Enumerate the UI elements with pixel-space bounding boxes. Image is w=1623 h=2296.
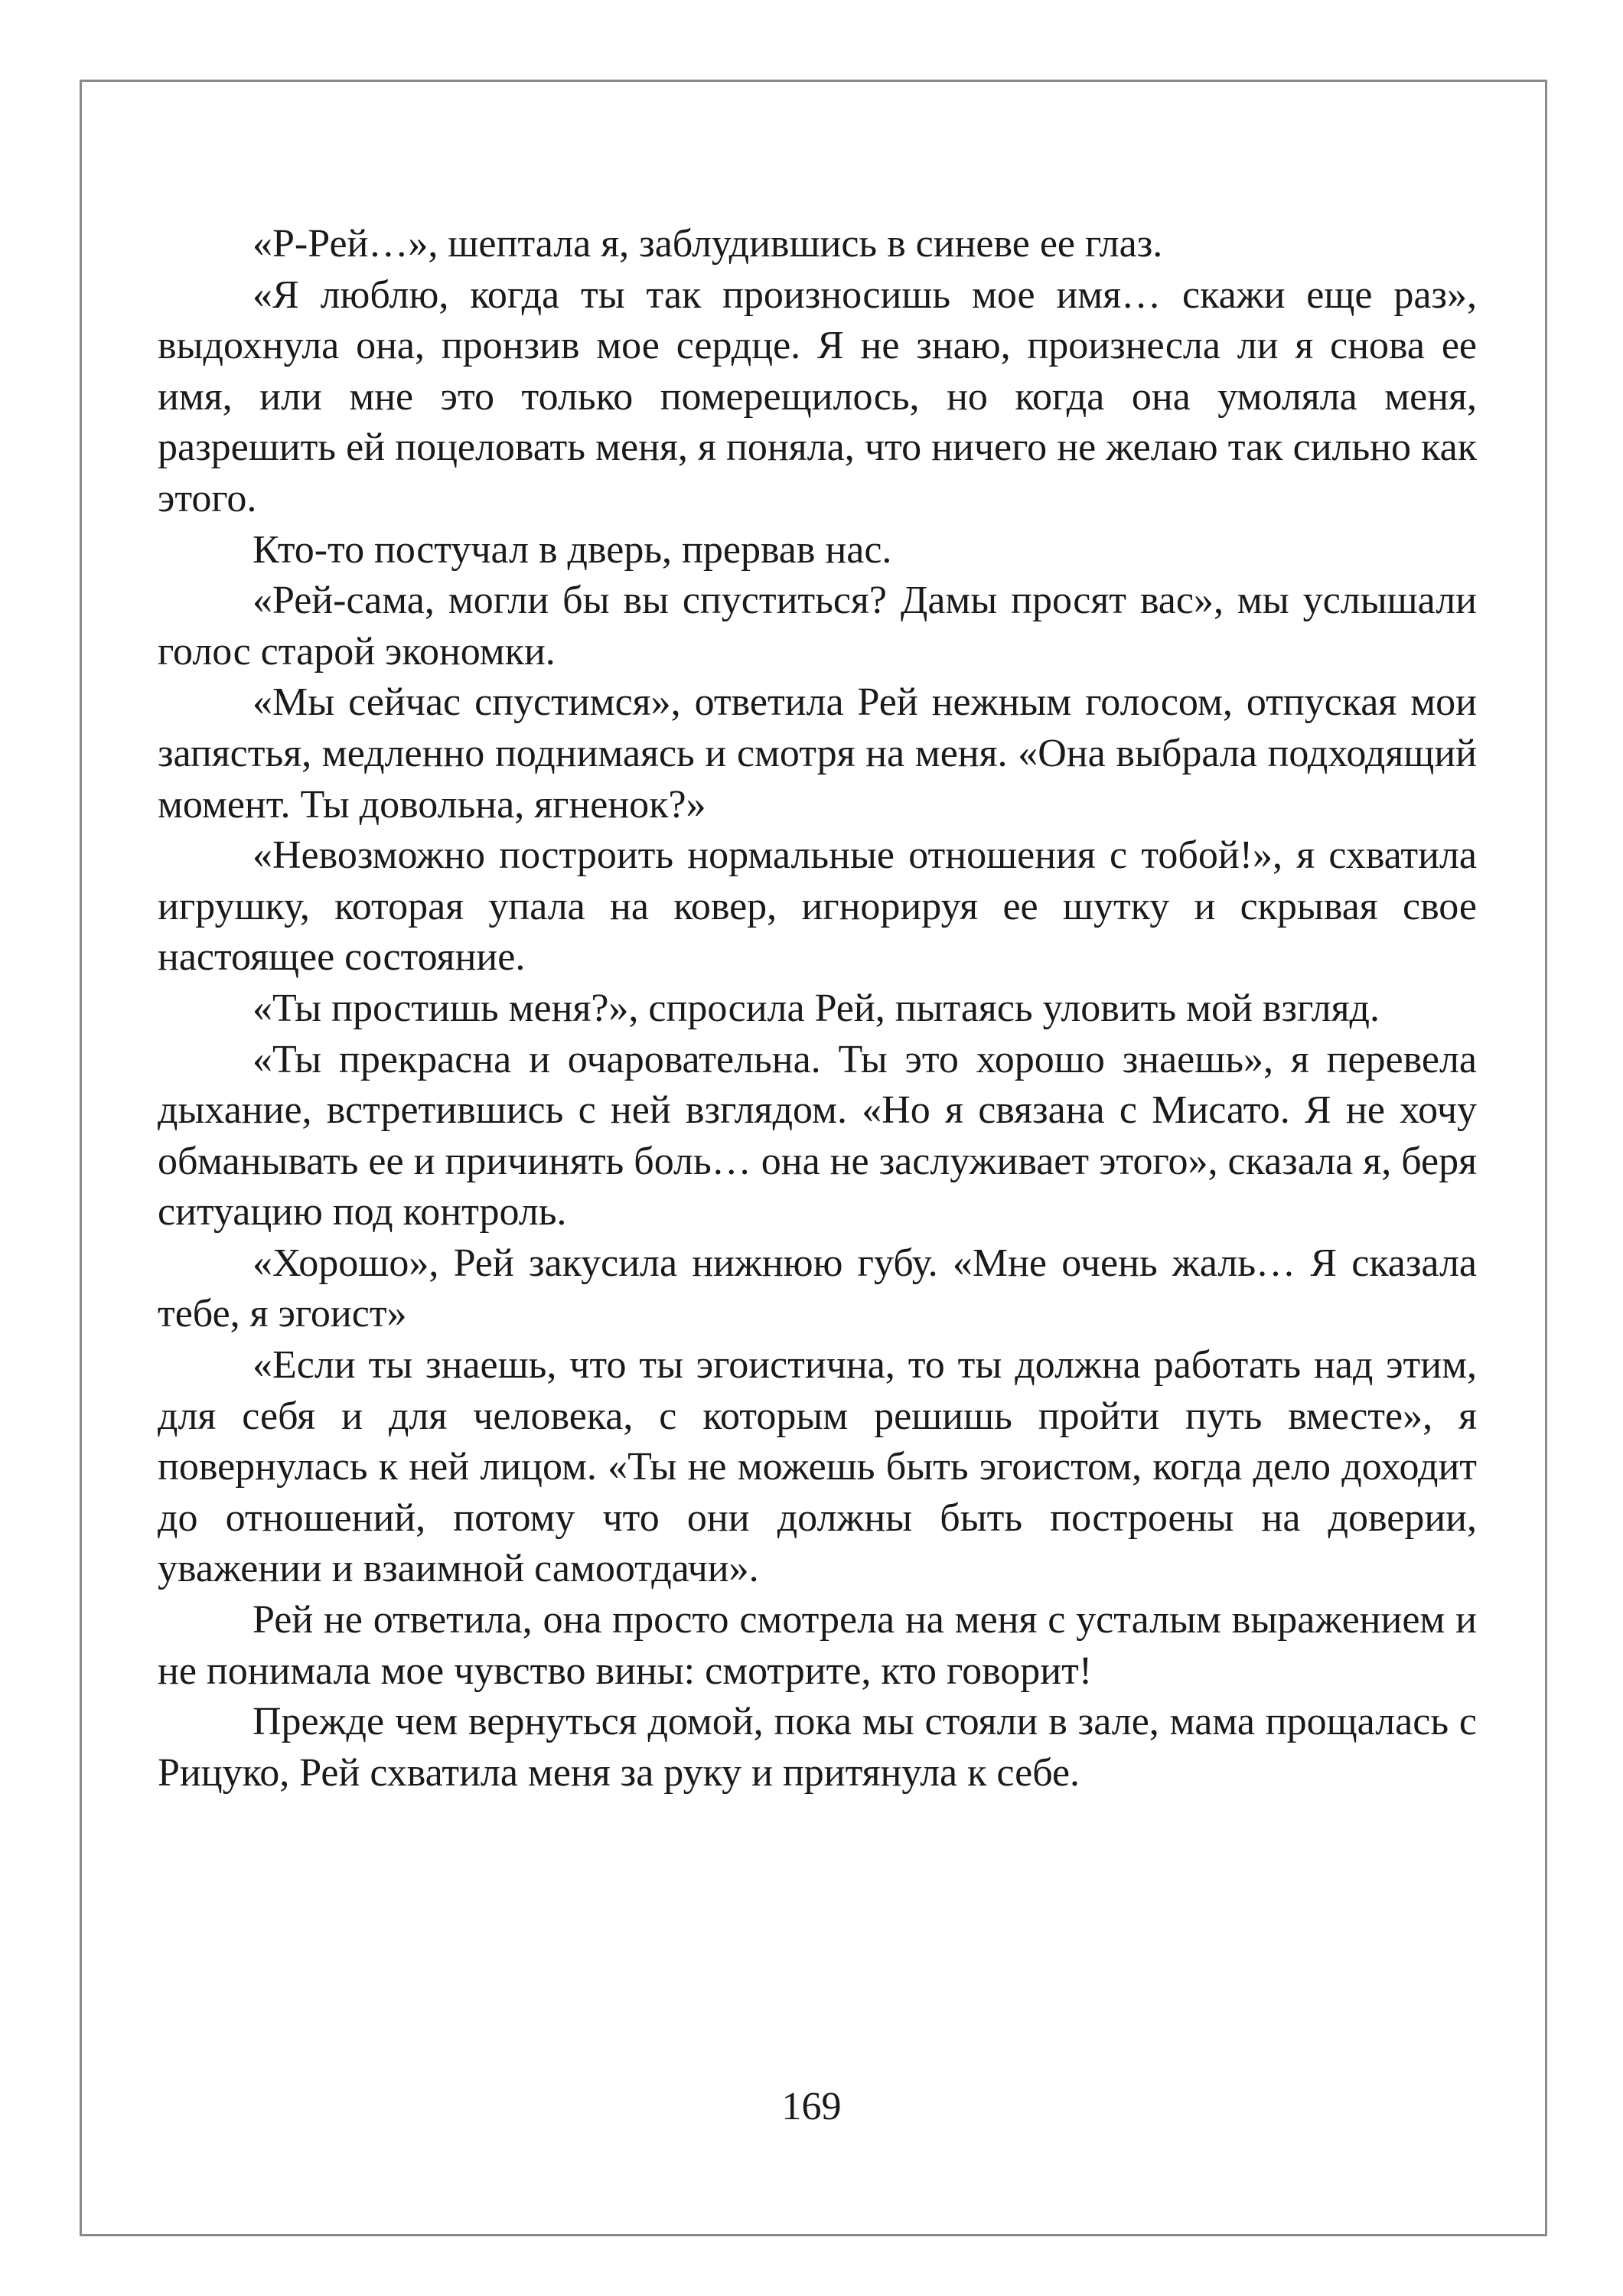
paragraph: «Если ты знаешь, что ты эгоистична, то ты должна работать над этим, для себя и для человека, с которым решишь пройти путь вместе», я повернулась к ней лицом. «Ты не можешь быть эгоистом, когда дело доходит до отношений, потому что они должны быть построены на доверии, уважении и взаимной самоотдачи». [158, 1343, 1477, 1591]
paragraph: «Ты прекрасна и очаровательна. Ты это хорошо знаешь», я перевела дыхание, встретившись с ней взглядом. «Но я связана с Мисато. Я не хочу обманывать ее и причинять боль… она не заслуживает этого», сказала я, беря ситуацию под контроль. [158, 1037, 1477, 1234]
paragraph: «Р-Рей…», шептала я, заблудившись в синеве ее глаз. [253, 222, 1163, 266]
page-number: 169 [781, 2085, 842, 2128]
paragraph: «Я люблю, когда ты так произносишь мое имя… скажи еще раз», выдохнула она, пронзив мое сердце. Я не знаю, произнесла ли я снова ее имя, или мне это только померещилось, но когда она умоляла меня, разрешить ей поцеловать меня, я поняла, что ничего не желаю так сильно как этого. [158, 272, 1477, 520]
body-text [158, 219, 1477, 1799]
paragraph: «Хорошо», Рей закусила нижнюю губу. «Мне очень жаль… Я сказала тебе, я эгоист» [158, 1241, 1477, 1336]
paragraph: Прежде чем вернуться домой, пока мы стояли в зале, мама прощалась с Рицуко, Рей схватила меня за руку и притянула к себе. [158, 1700, 1477, 1795]
paragraph: Кто-то постучал в дверь, прервав нас. [253, 527, 892, 572]
paragraph: «Рей-сама, могли бы вы спуститься? Дамы просят вас», мы услышали голос старой экономки. [158, 579, 1477, 673]
paragraph: «Ты простишь меня?», спросила Рей, пытаясь уловить мой взгляд. [253, 986, 1380, 1030]
paragraph: «Мы сейчас спустимся», ответила Рей нежным голосом, отпуская мои запястья, медленно поднимаясь и смотря на меня. «Она выбрала подходящий момент. Ты довольна, ягненок?» [158, 680, 1477, 827]
paragraph: «Невозможно построить нормальные отношения с тобой!», я схватила игрушку, которая упала на ковер, игнорируя ее шутку и скрывая свое настоящее состояние. [158, 833, 1477, 980]
paragraph: Рей не ответила, она просто смотрела на меня с усталым выражением и не понимала мое чувство вины: смотрите, кто говорит! [158, 1598, 1477, 1693]
